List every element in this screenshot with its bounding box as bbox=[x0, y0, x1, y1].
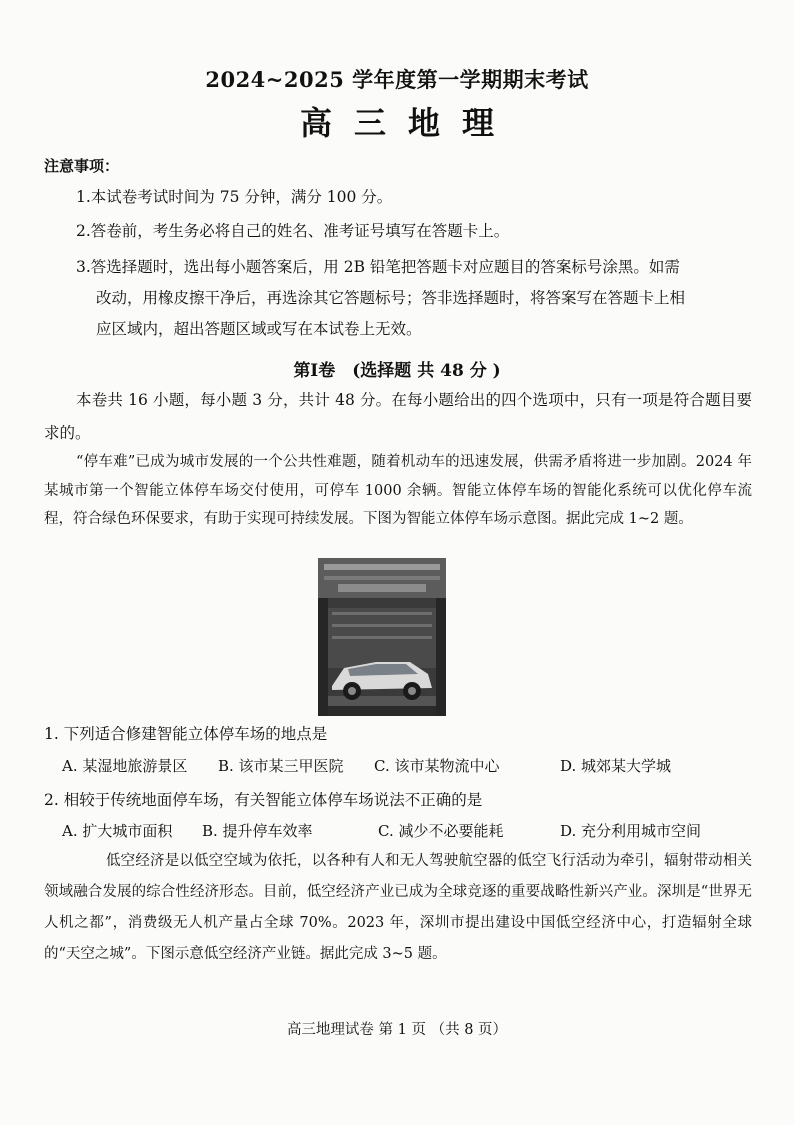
notice-item-2: 2.答卷前，考生务必将自己的姓名、准考证号填写在答题卡上。 bbox=[76, 222, 510, 240]
subject-title: 高三地理 bbox=[299, 104, 516, 142]
notice-item-3-line-3: 应区域内，超出答题区域或写在本试卷上无效。 bbox=[96, 320, 422, 338]
option-a: A. 某湿地旅游景区 bbox=[62, 757, 188, 775]
material-parking: “停车难”已成为城市发展的一个公共性难题，随着机动车的迅速发展，供需矛盾将进一步加剧。2024 年某城市第一个智能立体停车场交付使用，可停车 1000 余辆。智能立体停车场的智能化系统可以优化停车流程，符合绿色环保要求，有助于实现可持续发展。下图为智能立体停车场示意图。据此完成 1~2 题。 bbox=[44, 454, 752, 527]
notice-item-3 bbox=[76, 252, 746, 345]
section-intro: 本卷共 16 小题，每小题 3 分，共计 48 分。在每小题给出的四个选项中，只有一项是符合题目要求的。 bbox=[44, 391, 752, 442]
parking-garage-photo bbox=[318, 558, 446, 716]
notice-heading: 注意事项： bbox=[44, 157, 120, 175]
question-2-options bbox=[62, 820, 762, 841]
option-d: D. 城郊某大学城 bbox=[560, 757, 672, 775]
question-1: 1. 下列适合修建智能立体停车场的地点是 bbox=[44, 725, 328, 743]
option-a: A. 扩大城市面积 bbox=[62, 822, 173, 840]
question-2: 2. 相较于传统地面停车场，有关智能立体停车场说法不正确的是 bbox=[44, 791, 483, 809]
option-b: B. 该市某三甲医院 bbox=[218, 757, 344, 775]
material-low-altitude-economy: 低空经济是以低空空域为依托，以各种有人和无人驾驶航空器的低空飞行活动为牵引，辐射带动相关领域融合发展的综合性经济形态。目前，低空经济产业已成为全球竞逐的重要战略性新兴产业。深圳是“世界无人机之都”，消费级无人机产量占全球 70%。2023 年，深圳市提出建设中国低空经济中心，打造辐射全球的“天空之城”。下图示意低空经济产业链。据此完成 3~5 题。 bbox=[44, 853, 752, 962]
option-b: B. 提升停车效率 bbox=[202, 822, 313, 840]
option-c: C. 该市某物流中心 bbox=[374, 757, 500, 775]
option-c: C. 减少不必要能耗 bbox=[378, 822, 504, 840]
notice-item-1: 1.本试卷考试时间为 75 分钟，满分 100 分。 bbox=[76, 188, 393, 206]
section-title: 第Ⅰ卷 (选择题 共 48 分 ) bbox=[293, 361, 501, 381]
exam-title: 2024~2025 学年度第一学期期末考试 bbox=[205, 67, 589, 92]
notice-item-3-line-1: 3.答选择题时，选出每小题答案后，用 2B 铅笔把答题卡对应题目的答案标号涂黑。如需 bbox=[76, 258, 680, 276]
option-d: D. 充分利用城市空间 bbox=[560, 822, 702, 840]
question-1-options bbox=[62, 755, 762, 776]
notice-item-3-line-2: 改动，用橡皮擦干净后，再选涂其它答题标号；答非选择题时，将答案写在答题卡上相 bbox=[96, 289, 686, 307]
page-footer: 高三地理试卷 第 1 页 （共 8 页） bbox=[286, 1022, 508, 1038]
